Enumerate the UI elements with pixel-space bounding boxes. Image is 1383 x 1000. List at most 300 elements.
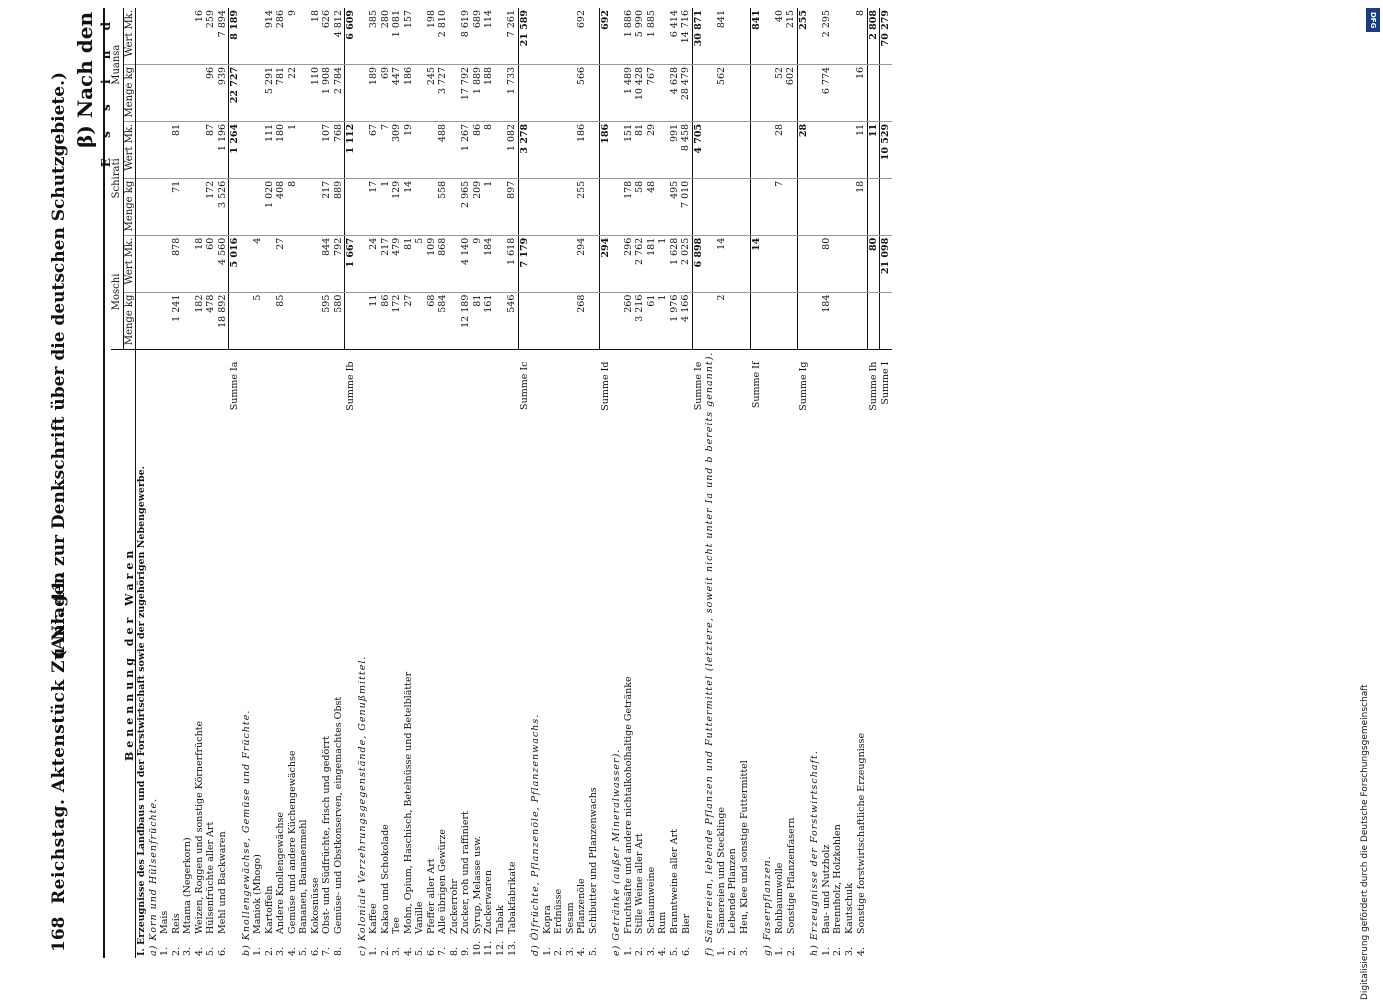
value-cell: 2 784 (333, 64, 345, 121)
value-cell (657, 64, 669, 121)
value-cell (345, 178, 357, 235)
table-row (680, 8, 692, 958)
empty-cell (357, 64, 369, 121)
item-name: Maniok (Mhogo) (252, 854, 263, 934)
item-name-cell (171, 349, 183, 958)
value-cell (194, 64, 206, 121)
item-name-cell (391, 349, 403, 958)
value-cell: 792 (333, 235, 345, 292)
item-name-cell (449, 349, 461, 958)
value-cell (182, 64, 194, 121)
item-name: Bier (680, 913, 692, 934)
value-cell (194, 121, 206, 178)
table-row (403, 8, 415, 958)
empty-cell (530, 235, 542, 292)
value-cell: 1 (483, 178, 495, 235)
section-title: d) Ölfrüchte, Pflanzenöle, Pflanzenwachs. (530, 349, 542, 958)
item-number: 1. (820, 946, 832, 956)
value-cell: 1 (380, 178, 392, 235)
section-title: a) Korn und Hülsenfrüchte. (148, 349, 160, 958)
value-cell (298, 292, 310, 349)
item-name: Kartoffeln (263, 885, 275, 934)
item-name-cell (403, 349, 415, 958)
value-cell (832, 64, 844, 121)
value-cell (310, 121, 322, 178)
table-row (252, 8, 264, 958)
value-cell: 81 (171, 121, 183, 178)
value-cell (599, 178, 611, 235)
value-cell (867, 292, 880, 349)
value-cell: 215 (785, 10, 796, 29)
value-cell (542, 121, 554, 178)
value-cell: 22 727 (229, 64, 241, 121)
value-cell (553, 64, 565, 121)
value-cell: 27 (403, 292, 415, 349)
table-row (321, 8, 333, 958)
table-row (576, 8, 588, 958)
value-cell: 87 (205, 121, 217, 178)
value-cell: 16 (855, 64, 867, 121)
item-number: 1. (541, 946, 553, 956)
value-cell (159, 121, 171, 178)
empty-cell (357, 8, 369, 64)
value-cell: 546 (506, 292, 518, 349)
item-name-cell (437, 349, 449, 958)
sum-label: Summe Ih (867, 349, 880, 958)
value-cell: 21 589 (518, 8, 530, 64)
value-cell (844, 121, 856, 178)
value-cell: 14 (403, 178, 415, 235)
value-cell: 8 458 (680, 121, 692, 178)
value-cell: 602 (785, 64, 797, 121)
value-cell (159, 178, 171, 235)
item-name-cell (855, 349, 867, 958)
value-cell: 692 (599, 8, 611, 64)
value-cell: 2 808 (867, 8, 880, 64)
value-cell (692, 292, 704, 349)
item-name-cell (565, 349, 577, 958)
document-title: (Anlagen zur Denkschrift über die deutschen Schutzgebiete.) (49, 71, 69, 658)
item-name: Kopra (541, 905, 553, 934)
empty-cell (611, 121, 623, 178)
value-cell (727, 121, 739, 178)
section-title: f) Sämereien, lebende Pflanzen und Futtermittel (letztere, soweit nicht unter Ia und b bereits genannt). (704, 349, 716, 958)
item-number: 5. (414, 946, 425, 956)
item-number: 7. (437, 946, 448, 956)
value-cell: 255 (797, 8, 809, 64)
item-name-cell (159, 349, 171, 958)
empty-cell (357, 121, 369, 178)
item-number: 8. (333, 946, 344, 956)
value-cell (785, 178, 797, 235)
value-cell (495, 235, 507, 292)
item-name-cell (194, 349, 206, 958)
sum-row (750, 8, 762, 958)
value-cell: 7 010 (680, 178, 692, 235)
value-cell (159, 235, 171, 292)
value-cell (518, 178, 530, 235)
value-cell (716, 178, 728, 235)
value-cell: 488 (437, 121, 449, 178)
table-row (855, 8, 867, 958)
value-cell: 27 (275, 235, 287, 292)
value-cell: 3 278 (518, 121, 530, 178)
section-title-row (762, 8, 774, 958)
item-name: Pflanzenöle (576, 878, 587, 934)
table-row (472, 8, 484, 958)
value-cell: 478 (205, 292, 217, 349)
empty-cell (611, 8, 623, 64)
item-name: Tabak (494, 905, 506, 934)
value-cell: 1 081 (391, 10, 402, 38)
empty-cell (241, 292, 253, 349)
value-cell (310, 292, 322, 349)
value-cell (182, 235, 194, 292)
value-cell: 2 025 (680, 235, 692, 292)
table-row (368, 8, 380, 958)
section-title-row (241, 8, 253, 958)
value-cell (518, 292, 530, 349)
item-number: 4. (576, 946, 587, 956)
section-title: b) Knollengewächse, Gemüse und Früchte. (241, 349, 253, 958)
table-row (646, 8, 658, 958)
value-cell: 80 (821, 235, 833, 292)
value-cell: 991 (669, 121, 681, 178)
value-cell (844, 8, 856, 64)
value-cell: 157 (402, 10, 414, 29)
value-cell: 186 (576, 121, 588, 178)
value-cell: 408 (275, 178, 287, 235)
value-cell (727, 292, 739, 349)
column-header-wert: Wert Mk. (123, 8, 136, 64)
value-cell: 9 (286, 10, 298, 17)
value-cell (252, 178, 264, 235)
value-cell: 5 016 (229, 235, 241, 292)
value-cell (867, 64, 880, 121)
item-name-cell (716, 349, 728, 958)
value-cell: 889 (333, 178, 345, 235)
value-cell: 7 179 (518, 235, 530, 292)
value-cell (264, 235, 276, 292)
value-cell (774, 235, 786, 292)
value-cell: 14 (716, 235, 728, 292)
value-cell: 111 (264, 121, 276, 178)
item-name-cell (832, 349, 844, 958)
item-name-cell (576, 349, 588, 958)
value-cell (588, 292, 600, 349)
value-cell: 260 (623, 292, 635, 349)
item-name: Syrup, Melasse usw. (471, 835, 483, 934)
table-row (727, 8, 739, 958)
value-cell: 6 774 (821, 64, 833, 121)
value-cell: 19 (403, 121, 415, 178)
item-name: Fruchtsäfte und andere nichtalkoholhaltige Getränke (622, 676, 634, 934)
value-cell: 184 (821, 292, 833, 349)
value-cell (252, 64, 264, 121)
digitization-note (1360, 400, 1380, 1000)
item-name-cell (634, 349, 646, 958)
item-number: 7. (321, 946, 332, 956)
item-number: 5. (205, 946, 216, 956)
value-cell: 28 479 (680, 64, 692, 121)
top-rule (103, 8, 105, 958)
item-name: Tee (391, 917, 402, 934)
value-cell: 181 (646, 235, 658, 292)
value-cell: 151 (623, 121, 635, 178)
item-name: Sesam (564, 902, 576, 934)
empty-cell (530, 121, 542, 178)
item-name-cell (774, 349, 786, 958)
sum-label: Summe Id (599, 349, 611, 958)
value-cell (774, 292, 786, 349)
sum-label: Summe Ic (518, 349, 530, 958)
digitization-note-text: Digitalisierung gefördert durch die Deutsche Forschungsgemeinschaft (1360, 684, 1370, 1000)
main-heading: I. Erzeugnisse des Landbaus und der Forstwirtschaft sowie der zugehörigen Nebengewerbe. (136, 349, 148, 958)
item-name-cell (506, 349, 518, 958)
value-cell: 12 189 (460, 292, 472, 349)
value-cell: 186 (599, 121, 611, 178)
value-cell (797, 64, 809, 121)
value-cell: 189 (368, 64, 380, 121)
value-cell (495, 292, 507, 349)
value-cell: 626 (321, 10, 332, 29)
value-cell: 1 733 (506, 64, 518, 121)
sum-row (692, 8, 704, 958)
item-name-cell (483, 349, 495, 958)
item-name-cell (657, 349, 669, 958)
sum-row (518, 8, 530, 958)
value-cell: 914 (263, 10, 275, 29)
value-cell (298, 8, 310, 64)
value-cell (298, 121, 310, 178)
item-name: Sämereien und Stecklinge (715, 806, 727, 934)
table-row (716, 8, 728, 958)
item-name-cell (680, 349, 692, 958)
value-cell (588, 235, 600, 292)
item-number: 2. (263, 946, 275, 956)
empty-cell (762, 235, 774, 292)
item-name: Hülsenfrüchte aller Art (205, 821, 216, 934)
section-heading: β) Nach den (73, 12, 97, 148)
item-number: 1. (159, 946, 170, 956)
item-name: Tabakfabrikate (506, 861, 518, 934)
value-cell: 18 (194, 235, 206, 292)
table-row (588, 8, 600, 958)
value-cell: 2 965 (460, 178, 472, 235)
column-header-menge: Menge kg (123, 292, 136, 349)
value-cell (565, 64, 577, 121)
value-cell (880, 64, 892, 121)
value-cell (449, 178, 461, 235)
value-cell: 1 885 (645, 10, 657, 38)
section-title-row (148, 8, 160, 958)
item-name-cell (287, 349, 299, 958)
document-reference: Reichstag. Aktenstück Zu Nr. 41. (49, 572, 69, 904)
value-cell: 781 (275, 64, 287, 121)
value-cell: 259 (205, 10, 216, 29)
item-name-cell (785, 349, 797, 958)
value-cell (182, 292, 194, 349)
item-name-cell (472, 349, 484, 958)
value-cell: 5 990 (634, 10, 645, 38)
item-name: Kautschuk (843, 883, 855, 934)
item-name-cell (495, 349, 507, 958)
value-cell: 28 (797, 121, 809, 178)
table-row (553, 8, 565, 958)
empty-cell (148, 292, 160, 349)
table-row (495, 8, 507, 958)
value-cell: 109 (426, 235, 438, 292)
item-name: Bau- und Nutzholz (820, 844, 832, 934)
item-number: 1. (773, 946, 785, 956)
value-cell: 2 810 (437, 10, 448, 38)
item-name-cell (623, 349, 635, 958)
dfg-logo: DFG (1366, 8, 1380, 32)
value-cell: 255 (576, 178, 588, 235)
value-cell (542, 235, 554, 292)
value-cell (449, 121, 461, 178)
value-cell: 3 216 (634, 292, 646, 349)
main-heading-row (136, 8, 148, 958)
sum-row (229, 8, 241, 958)
value-cell (832, 121, 844, 178)
table-row (380, 8, 392, 958)
value-cell: 61 (646, 292, 658, 349)
value-cell: 30 871 (692, 8, 704, 64)
item-name-cell (727, 349, 739, 958)
item-name: Gemüse- und Obstkonserven, eingemachtes Obst (333, 696, 344, 934)
document-page (45, 8, 1345, 958)
value-cell: 107 (321, 121, 333, 178)
value-cell: 22 (287, 64, 299, 121)
table-row (275, 8, 287, 958)
column-group-moschi: Moschi (111, 235, 123, 349)
value-cell (797, 235, 809, 292)
item-name-cell (553, 349, 565, 958)
item-name-cell (205, 349, 217, 958)
value-cell: 24 (368, 235, 380, 292)
item-name: Erdnüsse (553, 888, 564, 934)
value-cell: 21 098 (880, 235, 892, 292)
value-cell: 1 886 (622, 10, 634, 38)
table-row (426, 8, 438, 958)
empty-cell (809, 292, 821, 349)
item-name-cell (460, 349, 472, 958)
item-name-cell (217, 349, 229, 958)
table-row (449, 8, 461, 958)
value-cell: 18 892 (217, 292, 229, 349)
value-cell (657, 8, 669, 64)
value-cell (844, 235, 856, 292)
value-cell (194, 178, 206, 235)
total-label: Summe I (880, 349, 892, 958)
table-row (739, 8, 751, 958)
page-number: 168 (49, 916, 69, 952)
table-row (310, 8, 322, 958)
table-row (774, 8, 786, 958)
value-cell: 1 264 (229, 121, 241, 178)
table-row (844, 8, 856, 958)
item-name-cell (414, 349, 426, 958)
table-row (217, 8, 229, 958)
item-number: 13. (506, 940, 518, 956)
value-cell (495, 178, 507, 235)
value-cell: 67 (368, 121, 380, 178)
value-cell: 96 (205, 64, 217, 121)
column-header-wert: Wert Mk. (123, 235, 136, 292)
value-cell (449, 235, 461, 292)
empty-cell (241, 178, 253, 235)
value-cell: 1 082 (506, 121, 518, 178)
item-number: 2. (379, 946, 391, 956)
item-number: 2. (727, 946, 738, 956)
section-title: c) Koloniale Verzehrungsgegenstände, Genußmittel. (357, 349, 369, 958)
item-name-cell (252, 349, 264, 958)
section-title-row (530, 8, 542, 958)
value-cell: 692 (576, 10, 587, 29)
sum-label: Summe Ig (797, 349, 809, 958)
table-row (669, 8, 681, 958)
value-cell: 4 812 (332, 10, 344, 38)
value-cell (264, 292, 276, 349)
item-name: Branntweine aller Art (668, 829, 680, 934)
value-cell (867, 178, 880, 235)
value-cell: 18 (309, 10, 321, 23)
item-name: Reis (170, 913, 182, 934)
table-row (634, 8, 646, 958)
empty-cell (809, 178, 821, 235)
item-name: Kakao und Schokolade (379, 824, 391, 934)
value-cell: 58 (634, 178, 646, 235)
value-cell: 114 (483, 10, 494, 29)
value-cell: 1 (287, 121, 299, 178)
value-cell (414, 178, 426, 235)
value-cell (414, 292, 426, 349)
value-cell: 294 (599, 235, 611, 292)
value-cell: 5 (252, 292, 264, 349)
item-number: 6. (309, 946, 321, 956)
sum-label: Summe Ib (345, 349, 357, 958)
value-cell (739, 292, 751, 349)
item-number: 1. (368, 946, 379, 956)
value-cell: 188 (483, 64, 495, 121)
sum-row (599, 8, 611, 958)
value-cell: 897 (506, 178, 518, 235)
sum-row (867, 8, 880, 958)
value-cell (844, 178, 856, 235)
value-cell: 81 (403, 235, 415, 292)
item-number: 1. (252, 946, 263, 956)
item-number: 2. (832, 946, 843, 956)
empty-cell (704, 292, 716, 349)
section-title-row (357, 8, 369, 958)
value-cell: 1 267 (460, 121, 472, 178)
table-row (171, 8, 183, 958)
table-row (785, 8, 797, 958)
value-cell: 14 (750, 235, 762, 292)
item-name: Mohn, Opium, Haschisch, Betelnüsse und Betelblätter (402, 671, 414, 934)
value-cell: 40 (773, 10, 785, 23)
value-cell: 209 (472, 178, 484, 235)
value-cell (657, 178, 669, 235)
section-title-row (809, 8, 821, 958)
value-cell: 7 894 (216, 10, 228, 38)
empty-cell (530, 64, 542, 121)
table-row (182, 8, 194, 958)
empty-cell (809, 235, 821, 292)
item-name: Alle übrigen Gewürze (437, 829, 448, 934)
value-cell: 595 (321, 292, 333, 349)
